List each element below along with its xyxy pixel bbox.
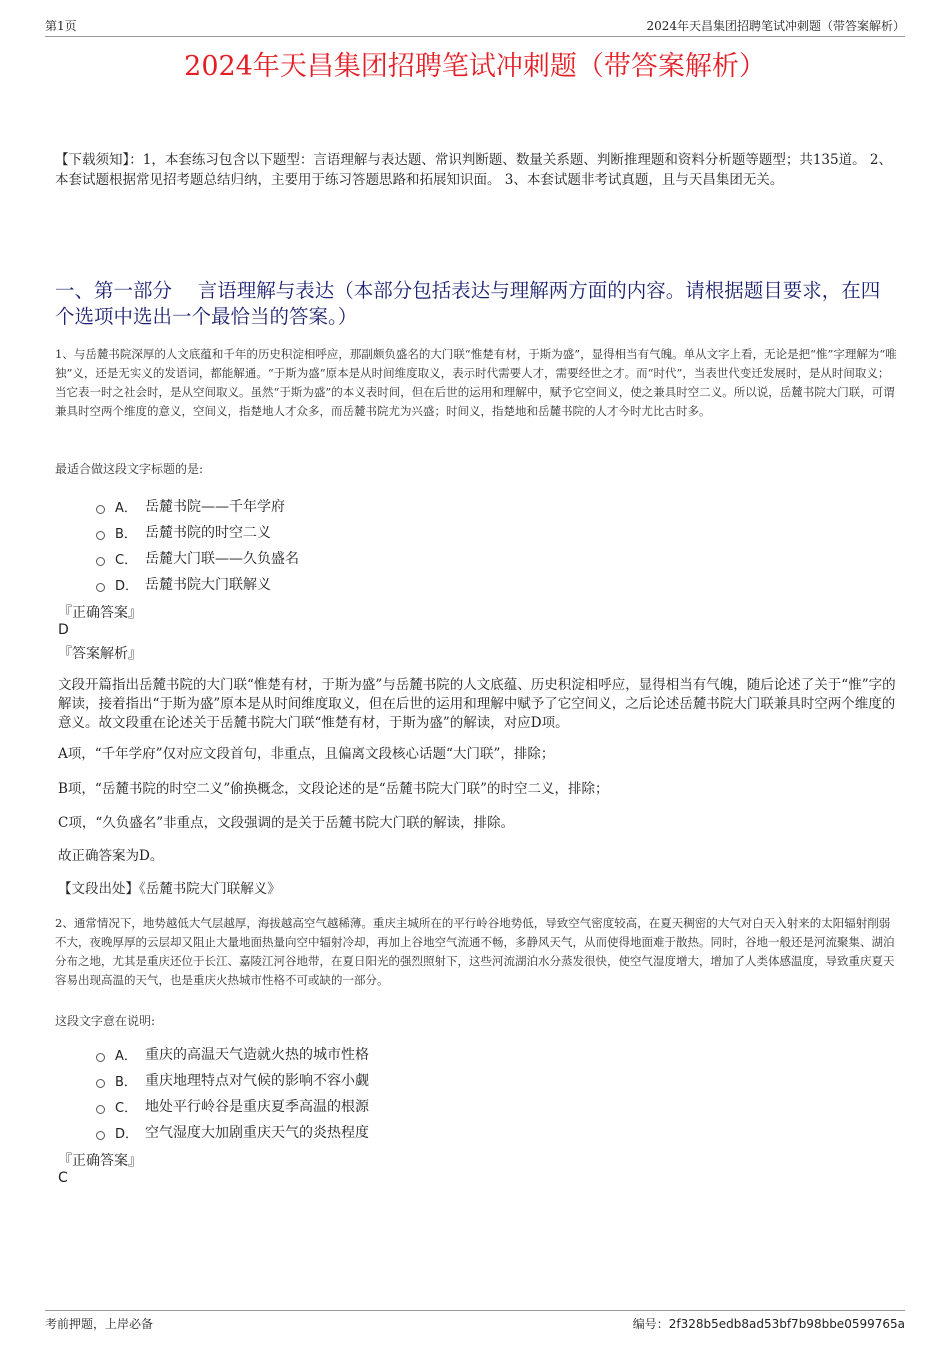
question-1-analysis-line: B项，“岳麓书院的时空二义”偷换概念，文段论述的是“岳麓书院大门联”的时空二义，排除； [58, 781, 609, 797]
question-1-answer: D [58, 622, 69, 638]
question-1-options [96, 493, 299, 597]
radio-icon[interactable] [96, 1053, 105, 1062]
question-1-answer-label: 『正确答案』 [58, 605, 142, 621]
question-2-option-d[interactable]: D． 空气湿度大加剧重庆天气的炎热程度 [96, 1119, 369, 1145]
radio-icon[interactable] [96, 1105, 105, 1114]
document-title: 2024年天昌集团招聘笔试冲刺题（带答案解析） [184, 51, 766, 82]
question-2-options [96, 1041, 369, 1145]
question-1-prompt: 最适合做这段文字标题的是: [55, 462, 204, 476]
question-1-analysis-line: A项，“千年学府”仅对应文段首句，非重点，且偏离文段核心话题“大门联”，排除； [58, 746, 555, 762]
header-doc-title: 2024年天昌集团招聘笔试冲刺题（带答案解析） [646, 19, 905, 33]
question-2-answer: C [58, 1170, 68, 1186]
question-1-option-d[interactable]: D． 岳麓书院大门联解义 [96, 571, 299, 597]
radio-icon[interactable] [96, 1131, 105, 1140]
download-notice: 【下载须知】：1，本套练习包含以下题型：言语理解与表达题、常识判断题、数量关系题、判断推理题和资料分析题等题型；共135道。 2、本套试题根据常见招考题总结归纳，主要用于练习答题思路和拓展知识面。 3、本套试题非考试真题，且与天昌集团无关。 [55, 152, 892, 188]
question-1-option-c[interactable]: C． 岳麓大门联——久负盛名 [96, 545, 299, 571]
question-2-option-b[interactable]: B． 重庆地理特点对气候的影响不容小觑 [96, 1067, 369, 1093]
section-title: 一、第一部分 言语理解与表达（本部分包括表达与理解两方面的内容。请根据题目要求，在四个选项中选出一个最恰当的答案。） [55, 279, 881, 328]
radio-icon[interactable] [96, 505, 105, 514]
question-1-analysis-label: 『答案解析』 [58, 646, 142, 662]
question-1-option-b[interactable]: B． 岳麓书院的时空二义 [96, 519, 299, 545]
question-1-option-a[interactable]: A． 岳麓书院——千年学府 [96, 493, 299, 519]
radio-icon[interactable] [96, 557, 105, 566]
page-footer [45, 1310, 905, 1332]
question-2-answer-label: 『正确答案』 [58, 1153, 142, 1169]
page-header [45, 14, 905, 37]
footer-doc-id: 编号：2f328b5edb8ad53bf7b98bbe0599765a [632, 1317, 905, 1331]
radio-icon[interactable] [96, 1079, 105, 1088]
question-2-text: 2、通常情况下，地势越低大气层越厚，海拔越高空气越稀薄。重庆主城所在的平行岭谷地势低，导致空气密度较高，在夏天稠密的大气对白天入射来的太阳辐射削弱不大，夜晚厚厚的云层却又阻止大量地面热量向空中辐射冷却，再加上谷地空气流通不畅，多静风天气，从而使得地面难于散热。同时，谷地一般还是河流聚集、湖泊分布之地，尤其是重庆还位于长江、嘉陵江河谷地带，在夏日阳光的强烈照射下，这些河流湖泊水分蒸发很快，使空气湿度增大，增加了人类体感温度，导致重庆夏天容易出现高温的天气，也是重庆火热城市性格不可或缺的一部分。 [55, 916, 895, 987]
question-1-analysis-line: C项，“久负盛名”非重点，文段强调的是关于岳麓书院大门联的解读，排除。 [58, 815, 515, 831]
radio-icon[interactable] [96, 583, 105, 592]
question-2-option-c[interactable]: C． 地处平行岭谷是重庆夏季高温的根源 [96, 1093, 369, 1119]
footer-slogan: 考前押题，上岸必备 [45, 1317, 154, 1331]
question-1-analysis-paragraph: 文段开篇指出岳麓书院的大门联“惟楚有材，于斯为盛”与岳麓书院的人文底蕴、历史积淀相呼应，显得相当有气魄，随后论述了关于“惟”字的解读，接着指出“于斯为盛”原本是从时间维度取义，但在后世的运用和理解中赋予了它空间义，之后论述岳麓书院大门联兼具时空两个维度的意义。故文段重在论述关于岳麓书院大门联“惟楚有材，于斯为盛”的解读，对应D项。 [58, 677, 896, 731]
question-1-analysis-line: 故正确答案为D。 [58, 848, 164, 864]
question-1-text: 1、与岳麓书院深厚的人文底蕴和千年的历史积淀相呼应，那副颇负盛名的大门联“惟楚有材，于斯为盛”，显得相当有气魄。单从文字上看，无论是把“惟”字理解为“唯独”义，还是无实义的发语词，都能解通。“于斯为盛”原本是从时间维度取义，表示时代需要人才，需要经世之才。而“时代”，当表世代变迁发展时，是从时间取义；当它表一时之社会时，是从空间取义。虽然“于斯为盛”的本义表时间，但在后世的运用和理解中，赋予它空间义，使之兼具时空二义。所以说，岳麓书院大门联，可谓兼具时空两个维度的意义，空间义，指楚地人才众多，而岳麓书院尤为兴盛；时间义，指楚地和岳麓书院的人才今时尤比古时多。 [55, 347, 897, 418]
radio-icon[interactable] [96, 531, 105, 540]
question-1-source: 【文段出处】《岳麓书院大门联解义》 [58, 881, 281, 897]
page-number: 第1页 [45, 19, 77, 33]
question-2-prompt: 这段文字意在说明: [55, 1014, 156, 1028]
question-2-option-a[interactable]: A． 重庆的高温天气造就火热的城市性格 [96, 1041, 369, 1067]
